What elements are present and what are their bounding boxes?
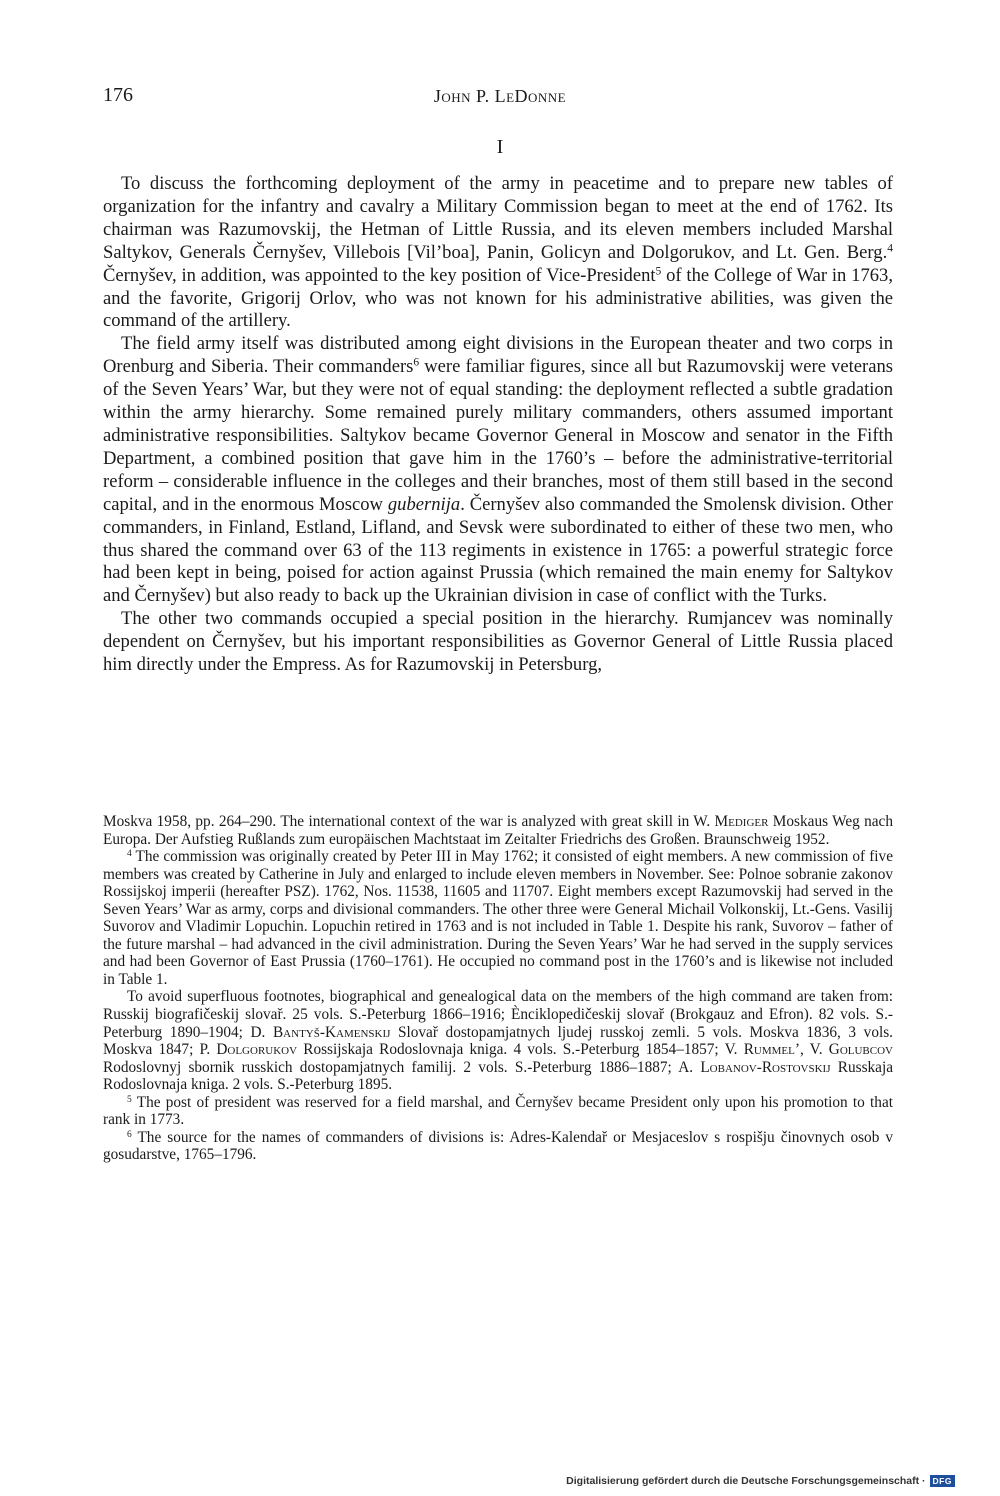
digitization-credit [566,1475,955,1487]
footnote-text: The post of president was reserved for a field marshal, and Černyšev became President only upon his promotion to that rank in 1773. [103,1093,893,1129]
running-head-initial: J [433,86,442,106]
page-number: 176 [103,84,133,106]
dfg-logo-icon: DFG [930,1475,955,1487]
footnote-text: Moskva 1958, pp. 264–290. The international context of the war is analyzed with great skill in W. [103,813,715,830]
paragraph-text: of the College of War in 1763, and the favorite, Grigorij Orlov, who was not known for his administrative abilities, was given the command of the artillery. [103,264,893,332]
footnote-text: Moskaus Weg nach Europa. Der Aufstieg Rußlands zum europäischen Machtstaat im Zeitalter Friedrichs des Großen. Braunschweig 1952. [103,813,893,848]
author-name: Rummel’ [743,1041,800,1059]
author-name: Bantyš-Kamenskij [272,1023,391,1041]
body-paragraph-2 [103,333,893,608]
footnote-text: To avoid superfluous footnotes, biographical and genealogical data on the members of the high command are taken from: Russkij biografičeskij slovař. 25 vols. S.-Peterburg 1866–1916; Ènciklopedičeskij slovař (Brokgauz and Efron). 82 vols. S.-Peterburg 1890–1904; D. [103,988,893,1041]
footnote-text: Rodoslovnyj sbornik russkich dostopamjatnych familij. 2 vols. S.-Peterburg 1886–1887; A. [103,1058,701,1076]
footnotes [103,813,893,1164]
running-head-author: ohn P. LeDonne [441,86,567,106]
footnote-text: Russkaja Rodoslovnaja kniga. 2 vols. S.-Peterburg 1895. [103,1058,893,1094]
footnote-mark: 5 [127,1094,132,1105]
body-paragraph-1 [103,173,893,333]
footnote-bibliography [103,988,893,1093]
running-head [0,86,1000,107]
paragraph-text: The field army itself was distributed among eight divisions in the European theater and two corps in Orenburg and Siberia. Their commanders [103,333,893,378]
paragraph-text: . Černyšev also commanded the Smolensk division. Other commanders, in Finland, Estland, Lifland, and Sevsk were subordinated to either of these two men, who thus shared the command over 63 of the 113 regiments in existence in 1765: a powerful strategic force had been kept in being, poised for action against Prussia (which remained the main enemy for Saltykov and Černyšev) but also ready to back up the Ukrainian division in case of conflict with the Turks. [103,493,893,607]
footnote-6 [103,1129,893,1164]
footnote-text: Rossijskaja Rodoslovnaja kniga. 4 vols. S.-Peterburg 1854–1857; V. [297,1041,744,1059]
author-name: Dolgorukov [216,1041,298,1059]
author-name: Golubcov [828,1041,893,1059]
footnote-4 [103,848,893,988]
section-numeral: I [496,136,504,158]
footnote-mark: 4 [127,848,132,859]
italic-term: gubernija [387,493,461,515]
paragraph-text: Černyšev, in addition, was appointed to the key position of Vice-President [103,264,656,286]
footnote-text: The commission was originally created by Peter III in May 1762; it consisted of eight members. A new commission of five members was created by Catherine in July and enlarged to include eleven members in November. See: Polnoe sobranie zakonov Rossijskoj imperii (hereafter PSZ). 1762, Nos. 11538, 11605 and 11707. Eight members except Razumovskij had served in the Seven Years’ War as army, corps and divisional commanders. The other three were General Michail Volkonskij, Lt.-Gens. Vasilij Suvorov and Vladimir Lopuchin. Lopuchin retired in 1763 and is not included in Table 1. Despite his rank, Suvorov – father of the future marshal – had advanced in the civil administration. During the Seven Years’ War he had served in the supply services and had been Governor of East Prussia (1760–1761). He occupied no command post in the 1760’s and is likewise not included in Table 1. [103,848,893,988]
author-name: Lobanov-Rostovskij [700,1058,831,1076]
footnote-ref-4: 4 [887,242,893,255]
footnote-ref-5: 5 [655,265,662,278]
footnote-text: Slovař dostopamjatnych ljudej russkoj zemli. 5 vols. Moskva 1836, 3 vols. Moskva 1847; P. [103,1023,894,1059]
body-text [103,173,893,677]
paragraph-text: To discuss the forthcoming deployment of the army in peacetime and to prepare new tables of organization for the infantry and cavalry a Military Commission began to meet at the end of 1762. Its chairman was Razumovskij, the Hetman of Little Russia, and its eleven members included Marshal Saltykov, Generals Černyšev, Villebois [Vil’boa], Panin, Golicyn and Dolgorukov, and Lt. Gen. Berg. [103,173,893,263]
footnote-continuation [103,813,893,848]
footnote-5 [103,1094,893,1129]
body-paragraph-3: The other two commands occupied a special position in the hierarchy. Rumjancev was nominally dependent on Černyšev, but his important responsibilities as Governor General of Little Russia placed him directly under the Empress. As for Razumovskij in Petersburg, [103,608,893,676]
footnote-ref-6: 6 [413,356,420,369]
author-name: Mediger [714,813,769,830]
paragraph-text: were familiar figures, since all but Razumovskij were veterans of the Seven Years’ War, but they were not of equal standing: the deployment reflected a subtle gradation within the army hierarchy. Some remained purely military commanders, others assumed important administrative responsibilities. Saltykov became Governor General in Moscow and senator in the Fifth Department, a combined position that gave him in the 1760’s – before the administrative-territorial reform – considerable influence in the colleges and their branches, most of them still based in the second capital, and in the enormous Moscow [103,356,893,515]
footnote-mark: 6 [127,1129,132,1140]
credit-text: Digitalisierung gefördert durch die Deutsche Forschungsgemeinschaft · [566,1475,926,1487]
footnote-text: The source for the names of commanders of divisions is: Adres-Kalendař or Mesjaceslov s rospišju činovnych osob v gosudarstve, 1765–1796. [103,1128,893,1164]
footnote-text: , V. [799,1041,829,1059]
